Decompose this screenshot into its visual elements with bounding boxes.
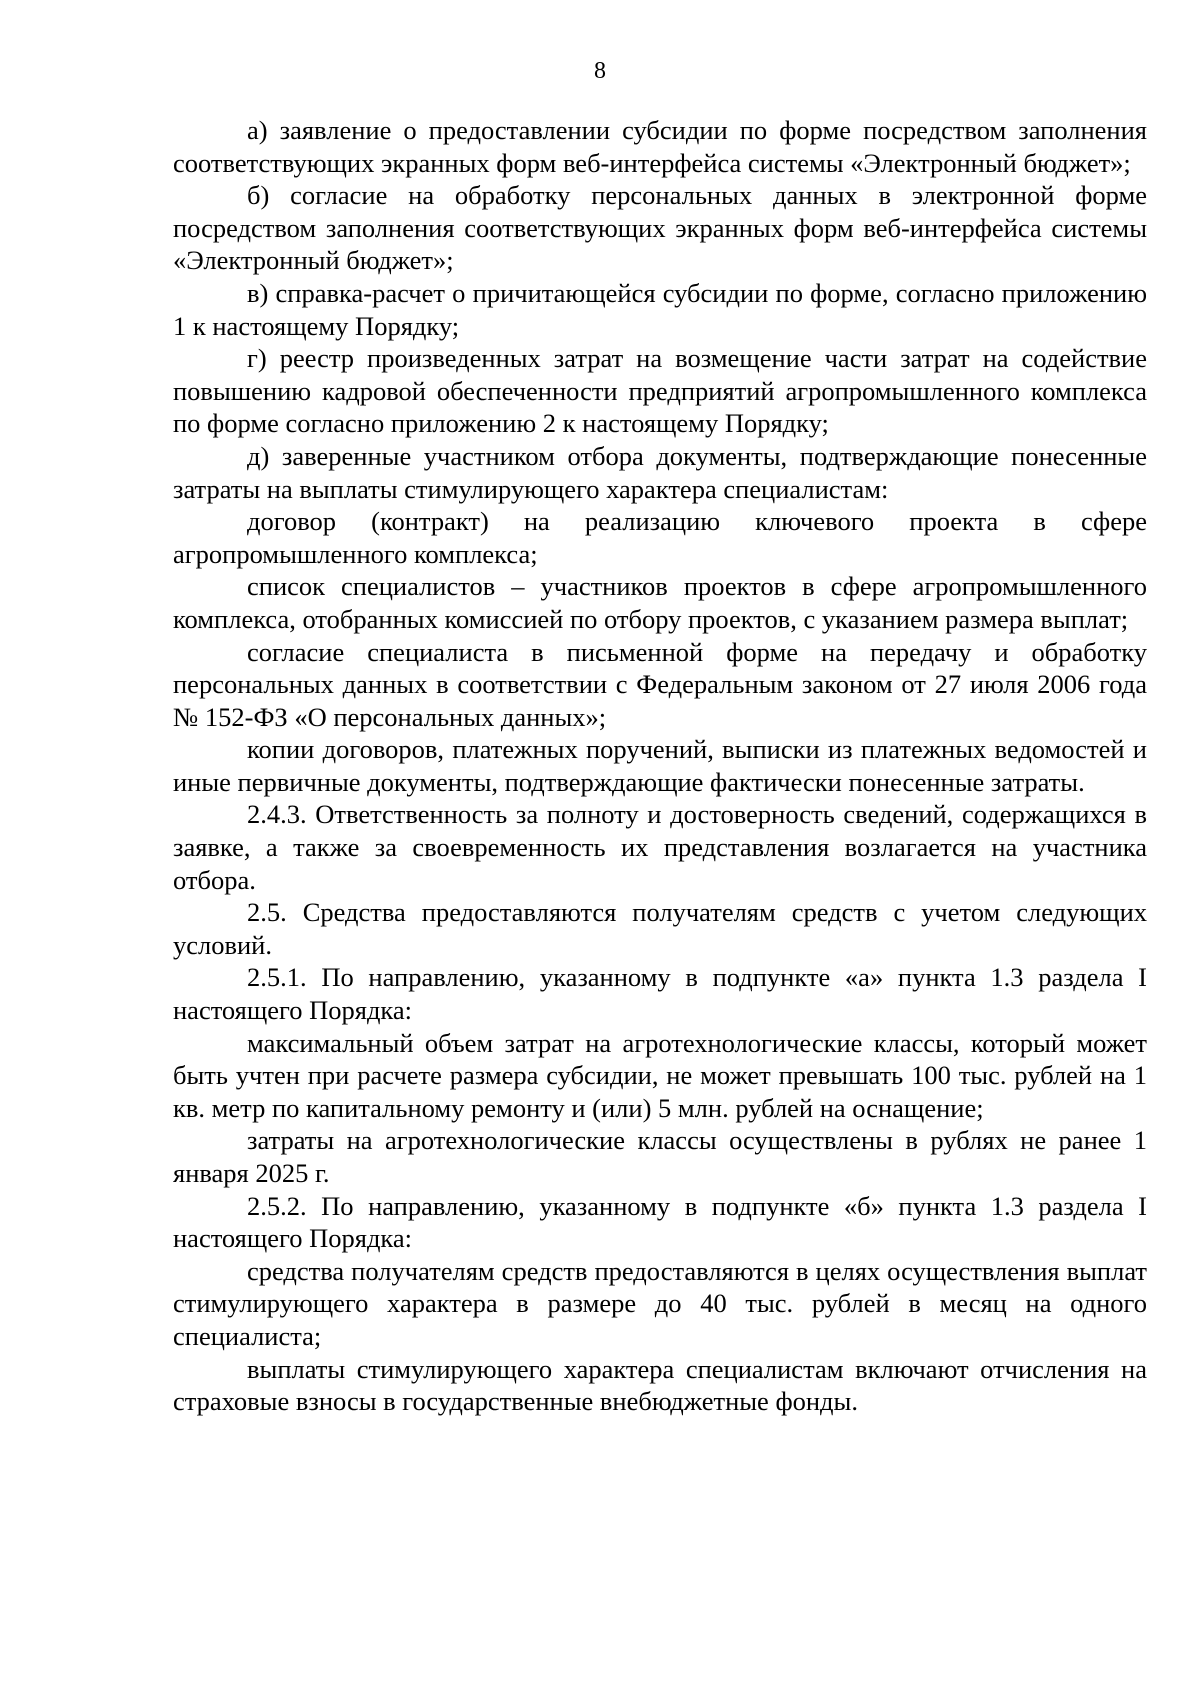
paragraph-item-a: а) заявление о предоставлении субсидии по форме посредством заполнения соответствующих экранных форм веб-интерфейса системы «Электронный бюджет»; [173,115,1147,178]
paragraph-2-4-3: 2.4.3. Ответственность за полноту и достоверность сведений, содержащихся в заявке, а также за своевременность их представления возлагается на участника отбора. [173,799,1147,895]
paragraph-specialists-list: список специалистов – участников проектов в сфере агропромышленного комплекса, отобранных комиссией по отбору проектов, с указанием размера выплат; [173,571,1147,634]
paragraph-2-5: 2.5. Средства предоставляются получателям средств с учетом следующих условий. [173,897,1147,960]
paragraph-item-g: г) реестр произведенных затрат на возмещение части затрат на содействие повышению кадровой обеспеченности предприятий агропромышленного комплекса по форме согласно приложению 2 к настоящему Порядку; [173,343,1147,439]
paragraph-2-5-2: 2.5.2. По направлению, указанному в подпункте «б» пункта 1.3 раздела I настоящего Порядка: [173,1190,1147,1254]
paragraph-payments-purpose: средства получателям средств предоставляются в целях осуществления выплат стимулирующего характера в размере до 40 тыс. рублей в месяц на одного специалиста; [173,1255,1147,1351]
paragraph-item-d: д) заверенные участником отбора документы, подтверждающие понесенные затраты на выплаты стимулирующего характера специалистам: [173,440,1147,504]
page-number: 8 [594,58,606,84]
paragraph-insurance: выплаты стимулирующего характера специалистам включают отчисления на страховые взносы в государственные внебюджетные фонды. [173,1353,1147,1417]
paragraph-item-v: в) справка-расчет о причитающейся субсидии по форме, согласно приложению 1 к настоящему Порядку; [173,277,1147,341]
paragraph-consent: согласие специалиста в письменной форме на передачу и обработку персональных данных в соответствии с Федеральным законом от 27 июля 2006 года № 152-ФЗ «О персональных данных»; [173,636,1147,732]
paragraph-2-5-1: 2.5.1. По направлению, указанному в подпункте «а» пункта 1.3 раздела I настоящего Порядка: [173,962,1147,1026]
paragraph-copies: копии договоров, платежных поручений, выписки из платежных ведомостей и иные первичные документы, подтверждающие фактически понесенные затраты. [173,734,1147,797]
paragraph-max-costs: максимальный объем затрат на агротехнологические классы, который может быть учтен при расчете размера субсидии, не может превышать 100 тыс. рублей на 1 кв. метр по капитальному ремонту и (или) 5 млн. рублей на оснащение; [173,1027,1147,1123]
document-body [173,114,1147,1418]
paragraph-contract: договор (контракт) на реализацию ключевого проекта в сфере агропромышленного комплекса; [173,506,1147,569]
paragraph-costs-date: затраты на агротехнологические классы осуществлены в рублях не ранее 1 января 2025 г. [173,1125,1147,1188]
paragraph-item-b: б) согласие на обработку персональных данных в электронной форме посредством заполнения соответствующих экранных форм веб-интерфейса системы «Электронный бюджет»; [173,180,1147,276]
